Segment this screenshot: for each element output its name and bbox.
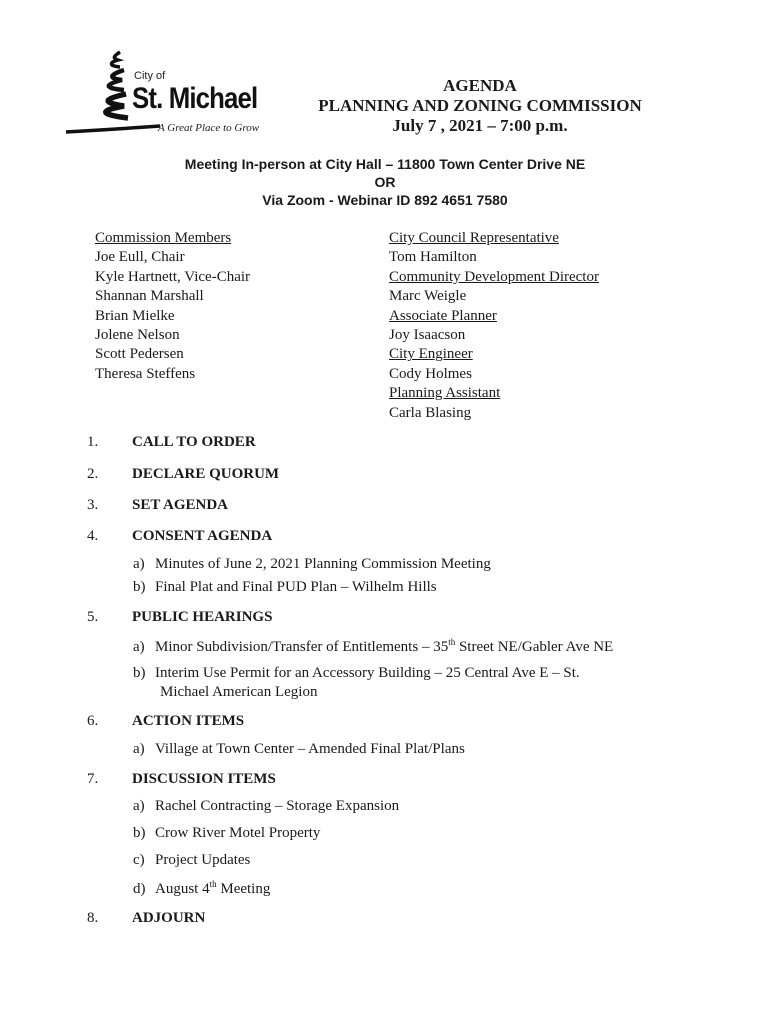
sub-item-text: Crow River Motel Property [155,825,321,841]
agenda-item [87,609,272,626]
item-title: ACTION ITEMS [132,713,245,729]
item-title: DISCUSSION ITEMS [132,771,276,787]
sub-item-letter: a) [133,798,145,814]
sub-item [133,665,580,682]
agenda-item [87,466,279,483]
staff-list [389,229,599,423]
meeting-info [100,155,670,209]
sub-item [133,556,491,573]
item-number: 8. [87,910,99,926]
staff-role-title: Associate Planner [389,307,497,324]
agenda-item [87,434,256,451]
member-name: Jolene Nelson [95,327,180,344]
sub-item-letter: a) [133,741,145,757]
sub-item-letter: d) [133,881,146,897]
sub-item-letter: a) [133,556,145,572]
ordinal-suffix: th [448,637,456,647]
agenda-item [87,910,205,927]
city-logo [62,46,292,141]
item-number: 6. [87,713,99,729]
logo-tagline: A Great Place to Grow [158,122,260,134]
sub-item-continuation: Michael American Legion [160,684,318,700]
sub-item-text: Minutes of June 2, 2021 Planning Commission Meeting [155,556,491,572]
sub-item-letter: b) [133,825,146,841]
item-title: CONSENT AGENDA [132,528,273,544]
sub-item-text: Minor Subdivision/Transfer of Entitlements – 35 [155,639,449,655]
agenda-header [300,76,660,136]
sub-item [133,825,320,842]
agenda-item [87,497,228,514]
item-number: 2. [87,466,99,482]
staff-role-title: City Engineer [389,346,473,363]
sub-item-text: Street NE/Gabler Ave NE [455,639,614,655]
member-name: Kyle Hartnett, Vice-Chair [95,268,251,285]
item-title: PUBLIC HEARINGS [132,609,273,625]
staff-name: Tom Hamilton [389,249,477,266]
sub-item-text: Village at Town Center – Amended Final Plat/Plans [155,741,465,757]
item-number: 4. [87,528,99,544]
staff-name: Cody Holmes [389,365,472,382]
meeting-zoom: Via Zoom - Webinar ID 892 4651 7580 [262,192,508,208]
item-title: SET AGENDA [132,497,229,513]
staff-role-title: Community Development Director [389,268,599,285]
sub-item [133,879,270,898]
staff-role-title: Planning Assistant [389,385,501,402]
sub-item-letter: b) [133,665,146,681]
sub-item-text: August 4 [155,881,210,897]
item-number: 7. [87,771,99,787]
commission-members [95,229,250,384]
sub-item-text: Interim Use Permit for an Accessory Building – 25 Central Ave E – St. [155,665,580,681]
agenda-item [87,528,272,545]
item-title: DECLARE QUORUM [132,466,280,482]
sub-item-letter: b) [133,579,146,595]
sub-item-text: Rachel Contracting – Storage Expansion [155,798,400,814]
staff-role-title: City Council Representative [389,230,559,246]
logo-city-name: St. Michael [132,82,258,115]
logo-city-of: City of [134,70,166,82]
sub-item [133,579,437,596]
sub-item-letter: a) [133,639,145,655]
staff-name: Marc Weigle [389,288,467,305]
item-number: 3. [87,497,99,513]
member-name: Shannan Marshall [95,288,204,305]
item-title: CALL TO ORDER [132,434,256,450]
meeting-location: Meeting In-person at City Hall – 11800 Town Center Drive NE [184,156,586,172]
agenda-item [87,713,244,730]
staff-name: Carla Blasing [389,404,472,421]
sub-item-text: Final Plat and Final PUD Plan – Wilhelm Hills [155,579,437,595]
item-number: 1. [87,434,99,450]
sub-item-text: Meeting [216,881,271,897]
ordinal-suffix: th [209,879,217,889]
sub-item [133,852,250,869]
commission-heading: Commission Members [95,230,232,246]
meeting-or: OR [374,174,396,190]
sub-item [133,798,399,815]
meeting-date: July 7 , 2021 – 7:00 p.m. [392,116,568,135]
staff-name: Joy Isaacson [389,327,466,344]
member-name: Brian Mielke [95,307,175,324]
member-name: Scott Pedersen [95,346,184,363]
commission-name: PLANNING AND ZONING COMMISSION [318,96,642,115]
sub-item-text: Project Updates [155,852,251,868]
agenda-title: AGENDA [443,76,517,95]
item-title: ADJOURN [132,910,206,926]
sub-item [133,637,613,656]
sub-item-letter: c) [133,852,145,868]
agenda-item [87,771,276,788]
member-name: Joe Eull, Chair [95,249,185,266]
member-name: Theresa Steffens [95,365,196,382]
sub-item [133,741,465,758]
item-number: 5. [87,609,99,625]
